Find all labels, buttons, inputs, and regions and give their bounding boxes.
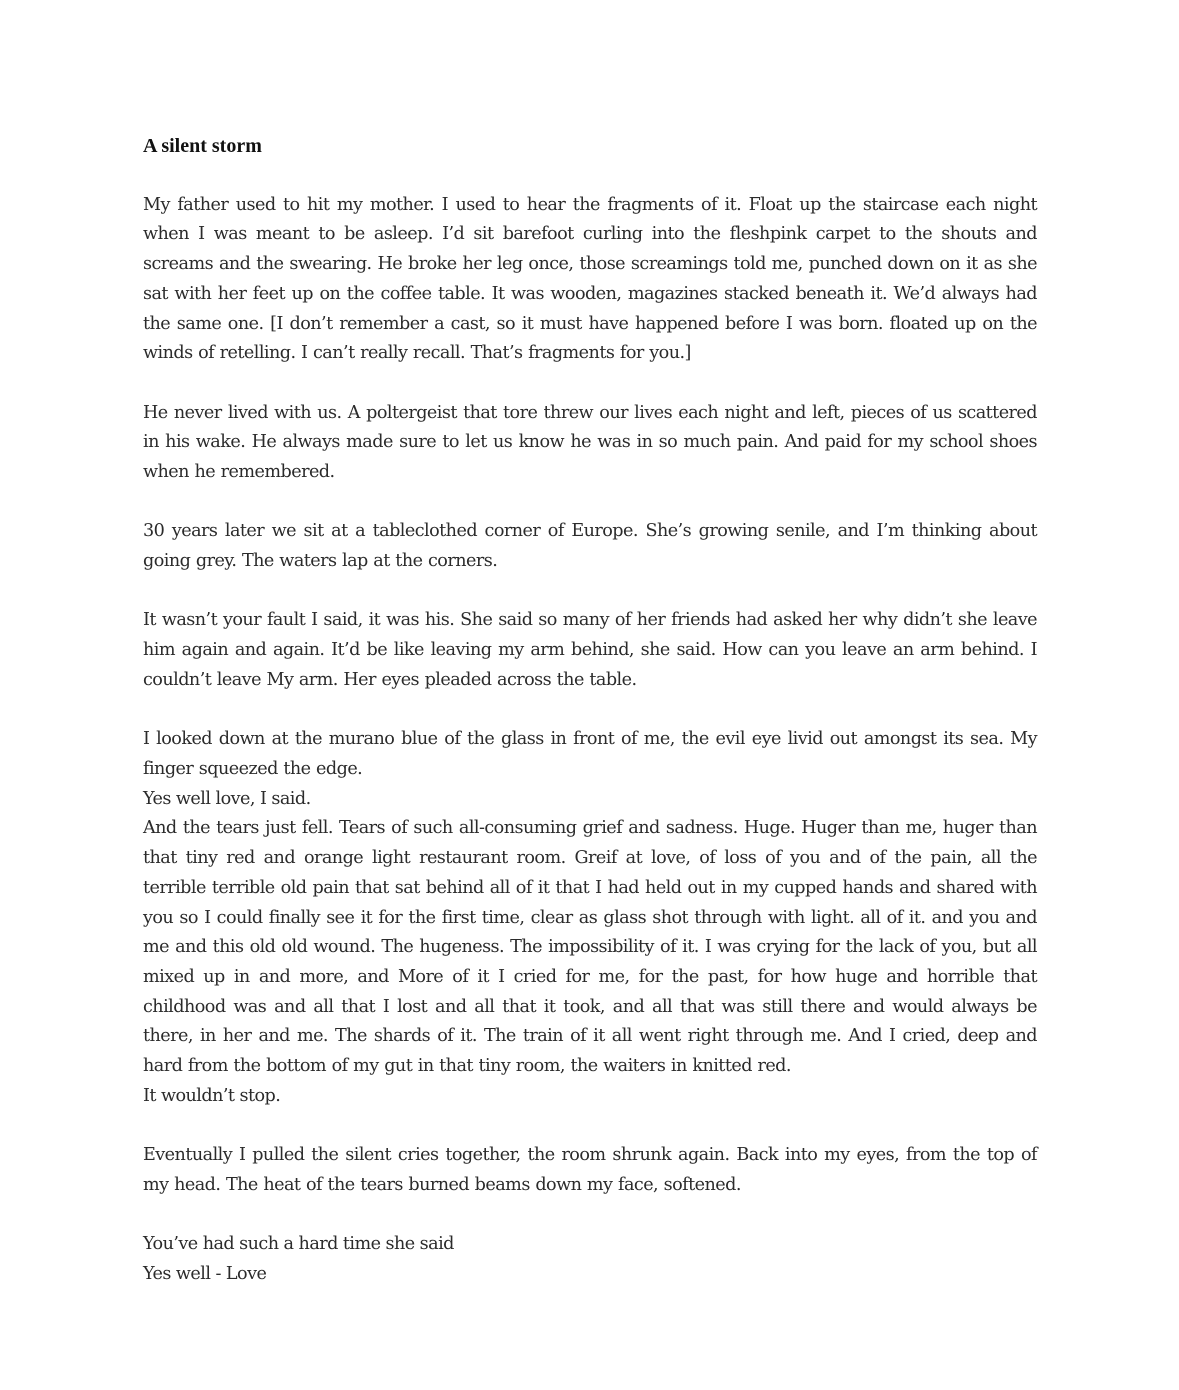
- paragraph-gap: [143, 488, 1037, 518]
- paragraph-gap: [143, 369, 1037, 399]
- paragraph-gap: [143, 1201, 1037, 1231]
- paragraph-father: My father used to hit my mother. I used to hear the fragments of it. Float up the staircase each night when I was meant to be asleep. I’d sit barefoot curling into the fleshpink carpet to the shouts and screams and the swearing. He broke her leg once, those screamings told me, punched down on it as she sat with her feet up on the coffee table. It was wooden, magazines stacked beneath it. We’d always had the same one. [I don’t remember a cast, so it must have happened before I was born. floated up on the winds of retelling. I can’t really recall. That’s fragments for you.]: [143, 194, 1037, 364]
- paragraph-tears: And the tears just fell. Tears of such all-consuming grief and sadness. Huge. Huger than me, huger than that tiny red and orange light restaurant room. Greif at love, of loss of you and of the pain, all the terrible terrible old pain that sat behind all of it that I had held out in my cupped hands and shared with you so I could finally see it for the first time, clear as glass shot through with light. all of it. and you and me and this old old wound. The hugeness. The impossibility of it. I was crying for the lack of you, but all mixed up in and more, and More of it I cried for me, for the past, for how huge and horrible that childhood was and all that I lost and all that it took, and all that was still there and would always be there, in her and me. The shards of it. The train of it all went right through me. And I cried, deep and hard from the bottom of my gut in that tiny room, the waiters in knitted red.: [143, 818, 1037, 1077]
- paragraph-thirty-years: 30 years later we sit at a tableclothed corner of Europe. She’s growing senile, and I’m thinking about going grey. The waters lap at the corners.: [143, 521, 1037, 572]
- line-wouldnt-stop: It wouldn’t stop.: [143, 1085, 281, 1106]
- paragraph-gap: [143, 1111, 1037, 1141]
- paragraph-gap: [143, 577, 1037, 607]
- paragraph-poltergeist: He never lived with us. A poltergeist that tore threw our lives each night and left, pieces of us scattered in his wake. He always made sure to let us know he was in so much pain. And paid for my school shoes when he remembered.: [143, 402, 1037, 482]
- paragraph-not-your-fault: It wasn’t your fault I said, it was his. She said so many of her friends had asked her why didn’t she leave him again and again. It’d be like leaving my arm behind, she said. How can you leave an arm behind. I couldn’t leave My arm. Her eyes pleaded across the table.: [143, 610, 1037, 690]
- document-title: A silent storm: [143, 135, 262, 157]
- paragraph-gap: [143, 696, 1037, 726]
- paragraph-murano-glass: I looked down at the murano blue of the glass in front of me, the evil eye livid out amongst its sea. My finger squeezed the edge.: [143, 729, 1037, 779]
- document-page: [143, 131, 1037, 1290]
- line-yes-well-love-final: Yes well - Love: [143, 1263, 267, 1284]
- line-yes-well-love: Yes well love, I said.: [143, 788, 311, 809]
- paragraph-eventually: Eventually I pulled the silent cries together, the room shrunk again. Back into my eyes, from the top of my head. The heat of the tears burned beams down my face, softened.: [143, 1145, 1037, 1195]
- paragraph-gap: [143, 161, 1037, 191]
- line-hard-time: You’ve had such a hard time she said: [143, 1234, 454, 1255]
